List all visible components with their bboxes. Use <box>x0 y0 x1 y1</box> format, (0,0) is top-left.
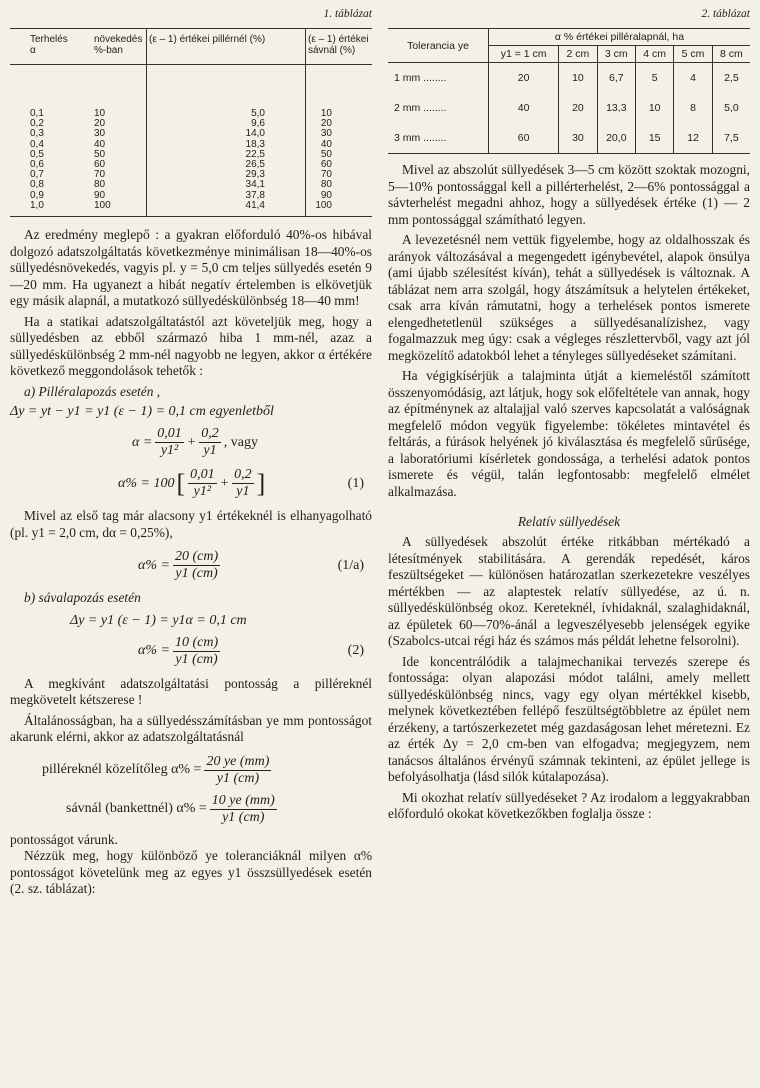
table-cell: 12 <box>674 123 712 154</box>
table-cell: 34,1 <box>147 180 306 190</box>
table-cell: 20 <box>489 63 559 94</box>
equation-lhs: α% = 100 <box>118 475 175 491</box>
fraction <box>173 549 220 582</box>
denominator: y1 <box>236 484 250 500</box>
table-cell: 0,1 <box>30 108 44 119</box>
table-cell: 0,4 <box>30 138 44 150</box>
table2-column-header: 8 cm <box>712 46 750 63</box>
paragraph: Az eredmény meglepő : a gyakran előforduló 40%-os hibával dolgozó adatszolgáltatás következménye minimálisan 18—40%-os süllyedésnövekedés, vagyis pl. y = 5,0 cm teljes süllyedés esetén 9—20 mm. Ha ugyanezt a hibát negatív értelemben is elkövetjük egy másik alapnál, a mutatkozó süllyedéskülönbség 18—40 mm! <box>10 227 372 309</box>
table-row-label: 1 mm ........ <box>394 72 447 84</box>
table-cell: 37,8 <box>147 191 306 201</box>
table-row <box>10 160 372 170</box>
table-cell: 70 <box>94 169 106 181</box>
equation-1 <box>118 467 372 500</box>
table2-column-header: 2 cm <box>559 46 597 63</box>
table-cell: 70 <box>306 170 373 180</box>
equation-number: (2) <box>347 643 364 659</box>
table-cell: 50 <box>306 150 373 160</box>
equation-number: (1) <box>347 475 364 491</box>
table-cell: 20 <box>94 118 106 130</box>
table-cell: 100 <box>306 201 373 217</box>
table-cell: 10 <box>636 93 674 123</box>
table1-header: növekedés %-ban <box>78 29 147 65</box>
table-cell: 20,0 <box>597 123 635 154</box>
plus-sign: + <box>186 434 197 450</box>
paragraph: Általánosságban, ha a süllyedésszámításban ye mm pontosságot akarunk elérni, akkor az adatszolgáltatásnál <box>10 712 372 745</box>
table-row <box>10 140 372 150</box>
table-cell: 41,4 <box>147 201 306 217</box>
table1-header: (ε – 1) értékei pillérnél (%) <box>147 29 306 65</box>
denominator: y1 (cm) <box>175 566 218 582</box>
table-row <box>10 65 372 120</box>
paragraph: Ha a statikai adatszolgáltatástól azt követeljük meg, hogy a süllyedésben az ebből származó hiba 1 mm-nél, azaz a süllyedéskülönbség 2 mm-nél nagyobb ne legyen, akkor α értékére következő meggondolások tehetők : <box>10 313 372 379</box>
table-cell: 10 <box>559 63 597 94</box>
table-row <box>388 63 750 94</box>
numerator: 0,01 <box>157 426 182 442</box>
paragraph: Mivel az abszolút süllyedések 3—5 cm között szoktak mozogni, 5—10% pontossággal kell a pillérterhelést, 2—6% pontossággal a sávterhelést megadni ahhoz, hogy a süllyedések értéke (1) — 2 mm pontossággal számítható legyen. <box>388 162 750 227</box>
equation-text: , vagy <box>223 434 258 450</box>
equation-1a <box>138 549 372 582</box>
table1-header: Terhelés α <box>10 29 78 65</box>
table-cell: 40 <box>489 93 559 123</box>
denominator: y1² <box>160 443 179 459</box>
paragraph: A süllyedések abszolút értéke ritkábban mértékadó a létesítmények stabilitására. A gerendák repedését, káros feszültségeket — különösen határozatlan szerkezetekre veszélyes mértékben — az alaptestek relatív süllyedése, az ú. n. süllyedéskülönbség okoz. Kereteknél, ívhidaknál, szalaghidaknál, az épületek 60—70%-ánál a legveszélyesebb jelenségek egyike (Szabolcs-utcai régi ház és számos más példát lehetne felsorolni). <box>388 534 750 648</box>
paragraph: A megkívánt adatszolgáltatási pontosság a pilléreknél megkövetelt kétszerese ! <box>10 675 372 708</box>
equation-3 <box>42 754 372 787</box>
plus-sign: + <box>219 475 230 491</box>
table-row <box>388 93 750 123</box>
table-cell: 90 <box>306 191 373 201</box>
fraction <box>188 467 217 500</box>
table2 <box>388 28 750 154</box>
fraction <box>204 754 271 787</box>
table-cell: 29,3 <box>147 170 306 180</box>
table2-header-group: α % értékei pilléralapnál, ha <box>489 29 751 46</box>
table-row <box>10 180 372 190</box>
denominator: y1 (cm) <box>216 770 260 786</box>
paragraph: Nézzük meg, hogy különböző ye toleranciáknál milyen α% pontosságot követelünk meg az egyes y1 összsüllyedések esetén (2. sz. táblázat): <box>10 848 372 897</box>
table-cell: 90 <box>94 189 106 201</box>
fraction <box>173 635 220 668</box>
table-cell: 30 <box>306 129 373 139</box>
table-cell: 8 <box>674 93 712 123</box>
table-cell: 60 <box>489 123 559 154</box>
right-column <box>388 0 750 823</box>
table-cell: 22,5 <box>147 150 306 160</box>
table-row <box>10 119 372 129</box>
table-cell: 0,7 <box>30 169 44 181</box>
table-cell: 30 <box>559 123 597 154</box>
table-cell: 20 <box>306 119 373 129</box>
section-heading: Relatív süllyedések <box>517 514 621 529</box>
table-cell: 50 <box>94 148 106 160</box>
table-cell: 0,5 <box>30 148 44 160</box>
table-cell: 10 <box>306 65 373 120</box>
table-cell: 5,0 <box>147 65 306 120</box>
fraction <box>232 467 254 500</box>
equation-4 <box>66 793 372 826</box>
table-cell: 20 <box>559 93 597 123</box>
numerator: 0,01 <box>190 467 215 483</box>
numerator: 0,2 <box>234 467 252 483</box>
denominator: y1 (cm) <box>175 651 218 667</box>
left-column <box>10 0 372 898</box>
table-cell: 1,0 <box>10 201 78 217</box>
numerator: 20 ye (mm) <box>206 753 270 769</box>
table-cell: 100 <box>78 201 147 217</box>
bracket-close: ] <box>256 468 266 498</box>
table-cell: 80 <box>94 179 106 191</box>
table-cell: 60 <box>306 160 373 170</box>
denominator: y1² <box>193 484 212 500</box>
table-row-label: 3 mm ........ <box>388 123 489 154</box>
fraction <box>199 426 221 459</box>
table-cell: 5,0 <box>712 93 750 123</box>
equation-lhs: α% = <box>138 557 170 573</box>
table-cell: 4 <box>674 63 712 94</box>
table-cell: 0,3 <box>30 128 44 140</box>
table-cell: 40 <box>306 140 373 150</box>
denominator: y1 <box>203 443 217 459</box>
table-cell: 2,5 <box>712 63 750 94</box>
table-cell: 13,3 <box>597 93 635 123</box>
table-cell: 80 <box>306 180 373 190</box>
paragraph: pontosságot várunk. <box>10 831 118 847</box>
bracket-open: [ <box>176 468 186 498</box>
table2-column-header: y1 = 1 cm <box>489 46 559 63</box>
table2-body <box>388 63 750 154</box>
table-row <box>10 129 372 139</box>
paragraph: Mivel az első tag már alacsony y1 értékeknél is elhanyagolható (pl. y1 = 2,0 cm, dα = 0,25%), <box>10 508 372 540</box>
paragraph: Ha végigkísérjük a talajminta útját a kiemeléstől számított összenyomódásig, azt látjuk, hogy sok előfeltétele van annak, hogy az építménynek az altalajjal való szerves kapcsolatát a valóságnak megfelelő módon vegyük figyelembe: tökéletes mintavétel és feltárás, a fúrások helyének jó kiválasztása és megfelelő sűrűsége, a laboratóriumi kísérletek gondossága, a terhelési adatok pontos ismerete és végül, talán legfontosabb: megfelelő elmélet alkalmazása. <box>388 368 750 499</box>
table1 <box>10 28 372 217</box>
paragraph: A levezetésnél nem vettük figyelembe, hogy az oldalhosszak és arányok változásával a megengedett igénybevétel, alapok önsúlya (ami újabb szélesítést kíván), tehát a süllyedések is változnak. A táblázat nem arra szolgál, hogy átszámítsuk a helytelen értékeket, csak arra kíván rámutatni, hogy a terhelések pontos ismerete elengedhetetlenül szükséges a süllyedésanalízishez, vagy fogalmazzuk meg úgy: csak a végleges részlettervből, vagy azt jól megközelítő adatokból lehet a tényleges süllyedéseket számítani. <box>388 232 750 363</box>
table-cell: 18,3 <box>147 140 306 150</box>
table2-column-header: 3 cm <box>597 46 635 63</box>
table-row <box>388 123 750 154</box>
equation-number: (1/a) <box>337 557 364 573</box>
case-b-label: b) sávalapozás esetén <box>24 590 141 606</box>
equation-alpha <box>132 426 372 459</box>
equation-lhs: α% = <box>138 643 170 659</box>
table-cell: 14,0 <box>147 129 306 139</box>
denominator: y1 (cm) <box>222 809 265 825</box>
table-cell: 0,8 <box>30 179 44 191</box>
table-row-label: 2 mm ........ <box>394 102 447 114</box>
paragraph: Mi okozhat relatív süllyedéseket ? Az irodalom a leggyakrabban előforduló okokat következőkben foglalja össze : <box>388 789 750 821</box>
table-cell: 10 <box>94 108 106 119</box>
numerator: 0,2 <box>201 426 219 442</box>
table-cell: 26,5 <box>147 160 306 170</box>
table-cell: 30 <box>94 128 106 140</box>
table-cell: 15 <box>636 123 674 154</box>
table2-column-header: 4 cm <box>636 46 674 63</box>
equation: Δy = y1 (ε − 1) = y1α = 0,1 cm <box>70 612 247 628</box>
table-cell: 60 <box>94 159 106 171</box>
table1-header: (ε – 1) értékei sávnál (%) <box>306 29 373 65</box>
table-row <box>10 150 372 160</box>
table-cell: 7,5 <box>712 123 750 154</box>
numerator: 10 ye (mm) <box>211 792 275 808</box>
table2-header-tolerance: Tolerancia ye <box>388 29 489 63</box>
table-cell: 6,7 <box>597 63 635 94</box>
table-row <box>10 201 372 217</box>
table2-column-header: 5 cm <box>674 46 712 63</box>
equation: Δy = yt − y1 = y1 (ε − 1) = 0,1 cm egyenletből <box>10 404 274 420</box>
table-row <box>10 170 372 180</box>
equation-2 <box>138 635 372 668</box>
table1-title: 1. táblázat <box>323 8 372 20</box>
numerator: 10 (cm) <box>174 634 219 650</box>
fraction <box>210 793 277 826</box>
table-cell: 0,2 <box>30 118 44 130</box>
numerator: 20 (cm) <box>174 549 219 565</box>
table1-body <box>10 65 372 217</box>
case-a-label: a) Pilléralapozás esetén , <box>24 383 161 399</box>
equation-lhs: α = <box>132 434 153 450</box>
table-cell: 0,9 <box>30 189 44 201</box>
table-cell: 0,6 <box>30 159 44 171</box>
table-cell: 9,6 <box>147 119 306 129</box>
fraction <box>155 426 184 459</box>
table-cell: 40 <box>94 138 106 150</box>
table2-title: 2. táblázat <box>701 8 750 20</box>
paragraph: Ide koncentrálódik a talajmechanikai tervezés szerepe és fontossága: olyan alapozási módot találni, amely mellett süllyedéskülönbség nincs, vagy egy olyan mértékkel kisebb, melynek következtében fellépő feszültségtöbbletre az épület nem érzékeny, a tartószerkezetet még gazdaságosan lehet méretezni. Ez az érték Δy = 2,0 cm-ben van elfogadva; megjegyzem, nem tanácsos általános érvényű számnak tekinteni, az épület jellege is befolyásolhatja (lásd silók kútalapozása). <box>388 653 750 784</box>
equation-lhs: pilléreknél közelítőleg α% = <box>42 762 202 778</box>
equation-lhs: sávnál (bankettnél) α% = <box>66 801 207 817</box>
table-cell: 5 <box>636 63 674 94</box>
